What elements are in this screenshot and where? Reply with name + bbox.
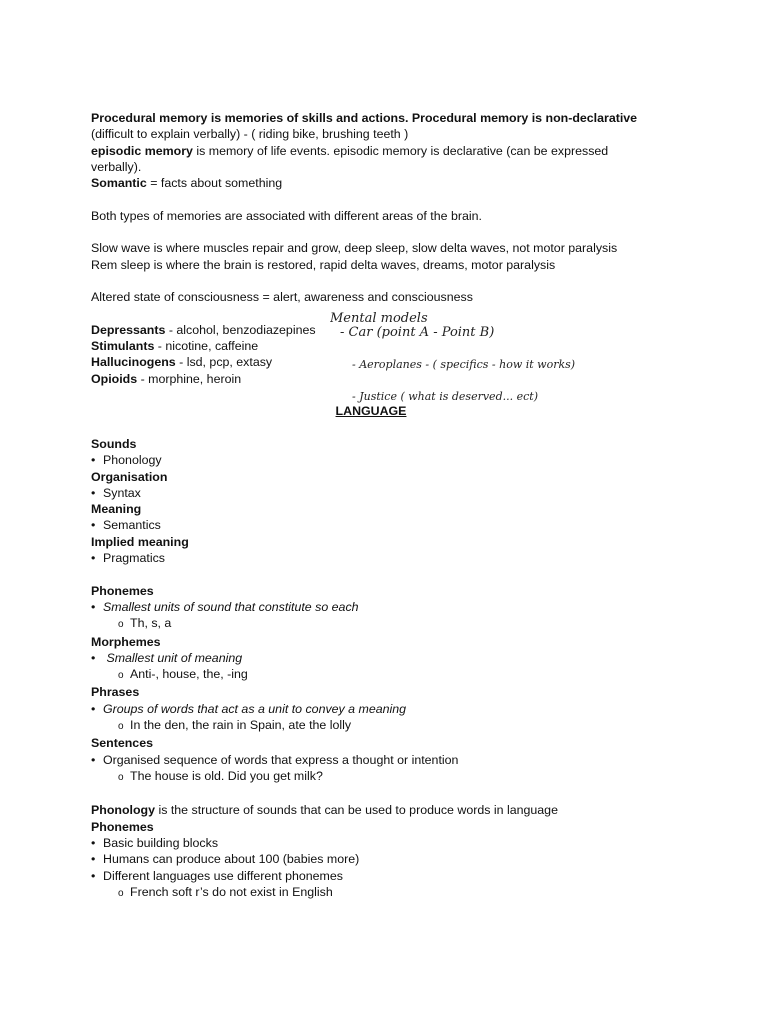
procedural-line: Procedural memory is memories of skills and actions. Procedural memory is non-declarative [91,111,638,125]
list-item: • Phonology [91,453,162,468]
sub-list-item: o The house is old. Did you get milk? [118,768,323,783]
component-heading: Meaning [91,502,142,517]
phonemes-heading: Phonemes [91,819,154,834]
unit-heading: Phonemes [91,583,154,598]
somantic-line: Somantic = facts about something [91,176,283,191]
list-item: • Groups of words that act as a unit to convey a meaning [91,701,407,716]
episodic-line: episodic memory is memory of life events. episodic memory is declarative (can be expressed [91,143,609,158]
handwritten-line-aeroplanes: - Aeroplanes - ( specifics - how it works) [352,358,576,371]
component-heading: Implied meaning [91,534,189,549]
list-item: • Smallest unit of meaning [91,650,243,665]
drug-opioids: Opioids - morphine, heroin [91,371,242,386]
list-item: • Pragmatics [91,551,165,566]
unit-heading: Phrases [91,685,140,700]
language-heading: LANGUAGE [335,404,407,419]
sub-list-item: o Anti-, house, the, -ing [118,667,248,682]
brain-areas-paragraph: Both types of memories are associated with different areas of the brain. [91,208,482,223]
altered-state-line: Altered state of consciousness = alert, awareness and consciousness [91,290,473,305]
list-item: • Humans can produce about 100 (babies more) [91,852,360,867]
list-item: • Different languages use different phonemes [91,868,343,883]
handwritten-title: Mental models [330,311,428,326]
list-item: • Semantics [91,518,161,533]
list-item: • Smallest units of sound that constitute so each [91,599,359,614]
list-item: • Basic building blocks [91,836,219,851]
drug-stimulants: Stimulants - nicotine, caffeine [91,339,259,354]
sub-list-item: o French soft r’s do not exist in English [118,884,333,899]
slow-wave-line: Slow wave is where muscles repair and grow, deep sleep, slow delta waves, not motor paralysis [91,241,618,256]
unit-heading: Sentences [91,736,153,751]
list-item: • Syntax [91,485,141,500]
rem-sleep-line: Rem sleep is where the brain is restored, rapid delta waves, dreams, motor paralysis [91,257,556,272]
component-heading: Sounds [91,436,137,451]
procedural-examples: (difficult to explain verbally) - ( riding bike, brushing teeth ) [91,127,409,142]
handwritten-line-justice: - Justice ( what is deserved... ect) [352,390,538,403]
unit-heading: Morphemes [91,634,161,649]
episodic-continuation: verbally). [91,159,142,174]
list-item: • Organised sequence of words that express a thought or intention [91,752,459,767]
handwritten-line-car: - Car (point A - Point B) [340,325,495,340]
sub-list-item: o In the den, the rain in Spain, ate the lolly [118,717,352,732]
document-page [91,110,691,902]
component-heading: Organisation [91,469,168,484]
drug-depressants: Depressants - alcohol, benzodiazepines [91,322,316,337]
handwritten-note-svg [330,308,630,408]
handwritten-note [330,308,630,408]
phonology-line: Phonology is the structure of sounds that can be used to produce words in language [91,803,558,818]
drug-hallucinogens: Hallucinogens - lsd, pcp, extasy [91,355,273,370]
sub-list-item: o Th, s, a [118,616,172,631]
